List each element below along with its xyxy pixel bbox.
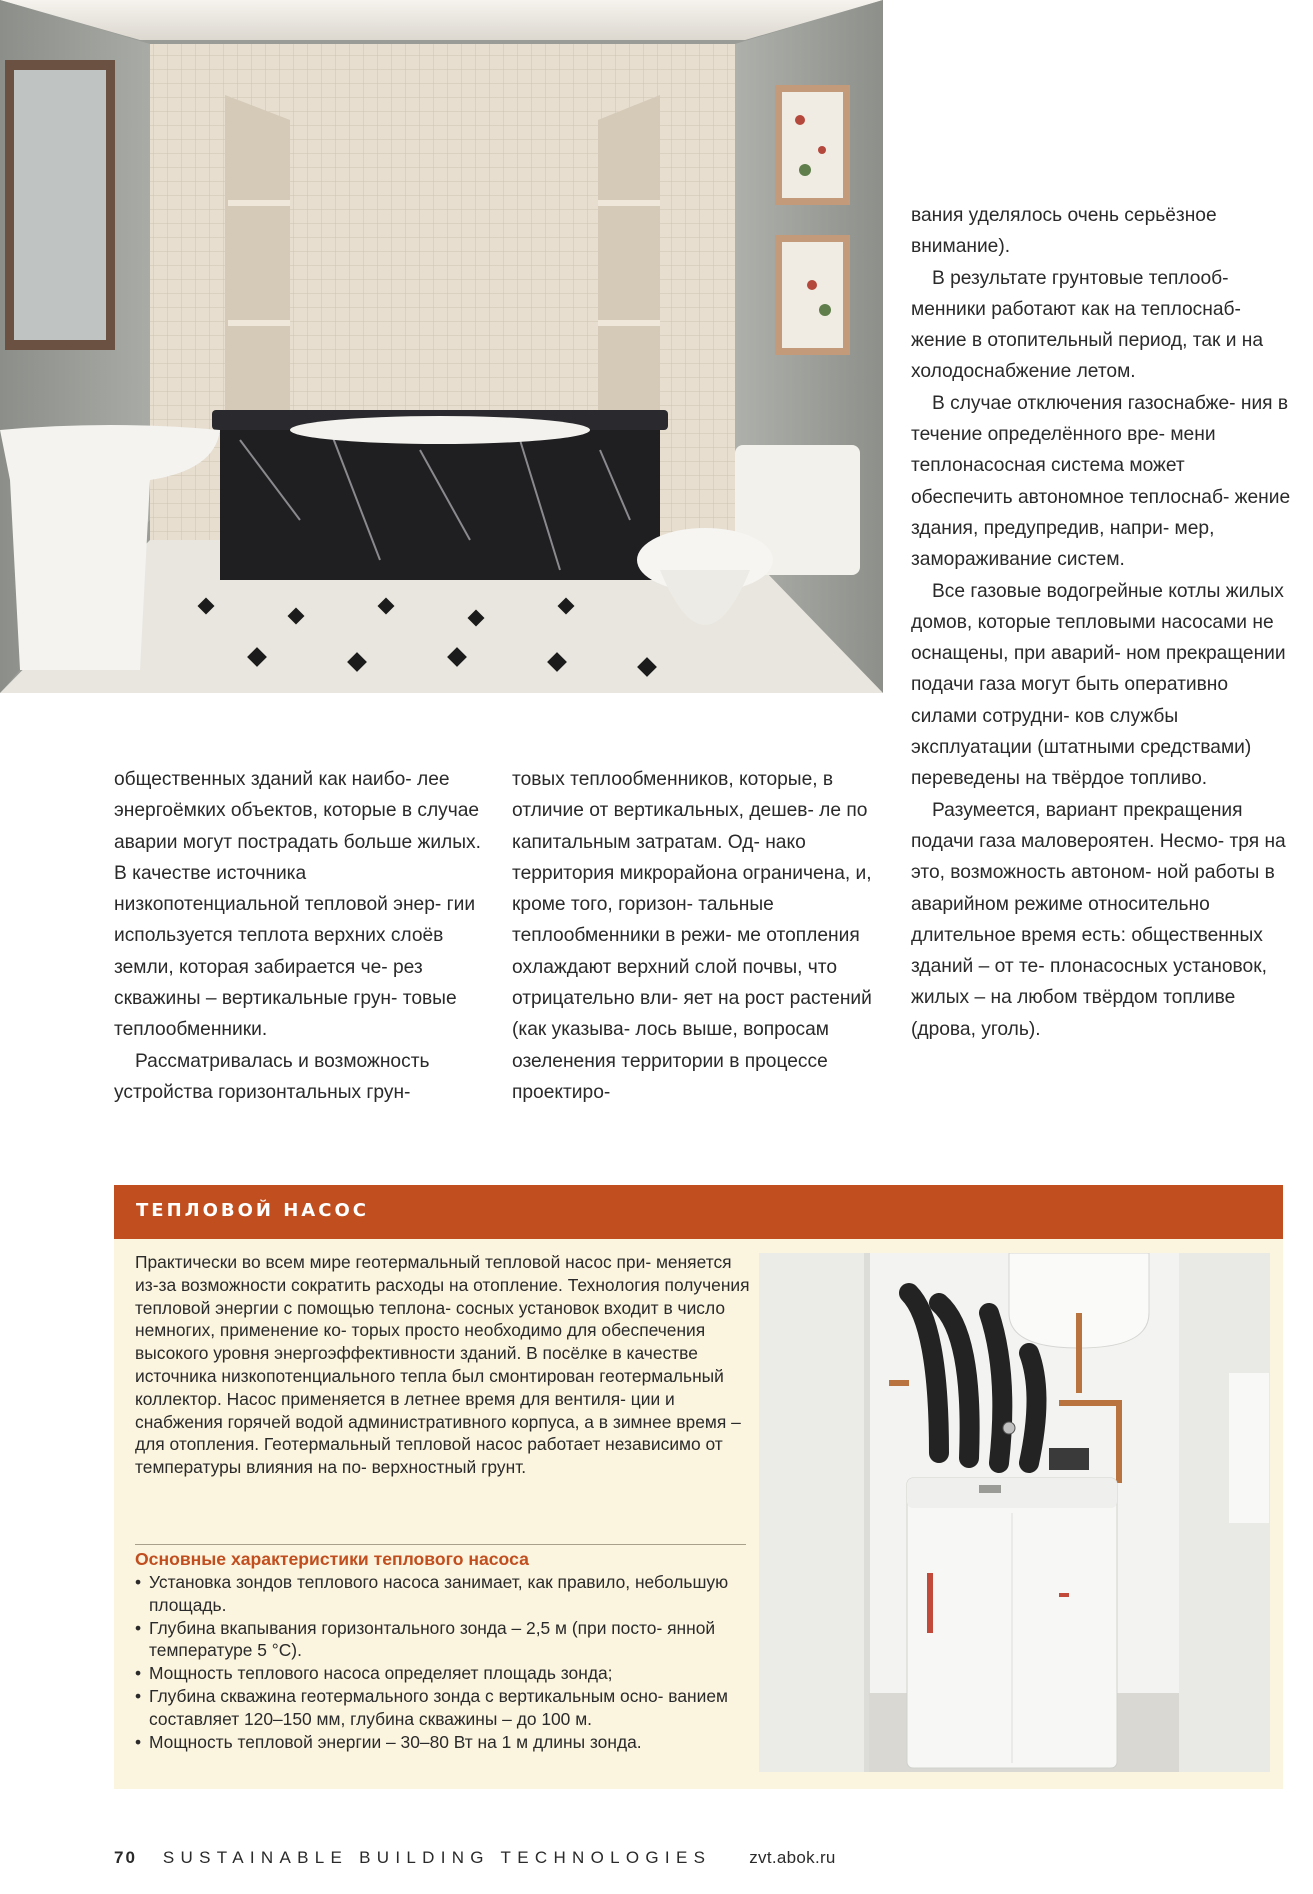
characteristics-title: Основные характеристики теплового насоса (135, 1549, 529, 1569)
paragraph: В случае отключения газоснабже- ния в течение определённого вре- мени теплонасосная система может обеспечить автономное теплоснаб- жение здания, предупредив, напри- мер, замораживание систем. (911, 392, 1291, 571)
list-item: • Установка зондов теплового насоса занимает, как правило, небольшую площадь. (135, 1571, 755, 1617)
list-item: • Глубина скважина геотермального зонда с вертикальным осно- ванием составляет 120–150 мм, глубина скважины – до 100 м. (135, 1685, 755, 1731)
page-footer (114, 1848, 836, 1868)
bathroom-photo (0, 0, 883, 693)
paragraph: товых теплообменников, которые, в отличие от вертикальных, дешев- ле по капитальным затратам. Од- нако территория микрорайона ограничена, и, кроме того, горизон- тальные теплообменники в режи- ме отопления охлаждают верхний слой почвы, что отрицательно вли- яет на рост растений (как указыва- лось выше, вопросам озеленения территории в процессе проектиро- (512, 769, 872, 1103)
journal-title: SUSTAINABLE BUILDING TECHNOLOGIES (162, 1848, 712, 1867)
text-column-2 (512, 764, 882, 1108)
sidebar-header (114, 1185, 1283, 1239)
sidebar-title: ТЕПЛОВОЙ НАСОС (136, 1200, 369, 1221)
heat-pump-sidebar (114, 1185, 1283, 1789)
paragraph: Разумеется, вариант прекращения подачи газа маловероятен. Несмо- тря на это, возможность автоном- ной работы в аварийном режиме относительно длительное время есть: общественных зданий – от те- плонасосных установок, жилых – на любом твёрдом топливе (дрова, уголь). (911, 799, 1286, 1040)
sidebar-paragraph: Практически во всем мире геотермальный тепловой насос при- меняется из-за возможности сократить расходы на отопление. Технология получения тепловой энергии с помощью теплона- сосных установок входит в число немногих, применение ко- торых просто необходимо для обеспечения высокого уровня энергоэффективности зданий. В посёлке в качестве источника низкопотенциального тепла был смонтирован геотермальный коллектор. Насос применяется в летнее время для вентиля- ции и снабжения горячей водой административного корпуса, а в зимнее время – для отопления. Геотермальный тепловой насос работает независимо от температуры влияния на по- верхностный грунт. (135, 1252, 750, 1478)
text-column-3 (911, 200, 1291, 1045)
list-item: • Мощность теплового насоса определяет площадь зонда; (135, 1662, 755, 1685)
sidebar-text (135, 1251, 755, 1479)
divider (135, 1544, 746, 1545)
paragraph: вания уделялось очень серьёзное внимание). (911, 205, 1217, 258)
list-item: • Глубина вкапывания горизонтального зонда – 2,5 м (при посто- янной температуре 5 °С). (135, 1617, 755, 1663)
list-item: • Мощность тепловой энергии – 30–80 Вт на 1 м длины зонда. (135, 1731, 755, 1754)
text-column-1 (114, 764, 494, 1108)
heat-pump-photo (759, 1253, 1270, 1772)
characteristics-list (135, 1571, 755, 1753)
website: zvt.abok.ru (749, 1848, 836, 1867)
paragraph: Все газовые водогрейные котлы жилых домов, которые тепловыми насосами не оснащены, при аварий- ном прекращении подачи газа могут быть оперативно силами сотрудни- ков службы эксплуатации (штатными средствами) переведены на твёрдое топливо. (911, 580, 1286, 790)
paragraph: Рассматривалась и возможность устройства горизонтальных грун- (114, 1050, 430, 1103)
page-number: 70 (114, 1848, 137, 1867)
paragraph: общественных зданий как наибо- лее энергоёмких объектов, которые в случае аварии могут пострадать больше жилых. В качестве источника низкопотенциальной тепловой энер- гии используется теплота верхних слоёв земли, которая забирается че- рез скважины – вертикальные грун- товые теплообменники. (114, 769, 481, 1041)
paragraph: В результате грунтовые теплооб- менники работают как на теплоснаб- жение в отопительный период, так и на холодоснабжение летом. (911, 267, 1264, 383)
